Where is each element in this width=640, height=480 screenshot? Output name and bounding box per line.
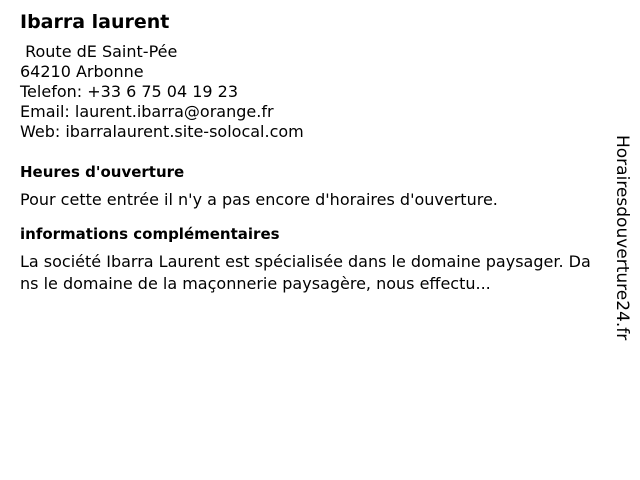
web-line: Web: ibarralaurent.site-solocal.com xyxy=(20,122,304,141)
additional-info-heading: informations complémentaires xyxy=(20,225,280,243)
opening-hours-heading: Heures d'ouverture xyxy=(20,163,185,181)
opening-hours-text: Pour cette entrée il n'y a pas encore d'horaires d'ouverture. xyxy=(20,190,498,209)
business-name: Ibarra laurent xyxy=(20,11,170,33)
email-line: Email: laurent.ibarra@orange.fr xyxy=(20,102,274,121)
site-watermark: Horairesdouverture24.fr xyxy=(612,135,632,341)
address-city: 64210 Arbonne xyxy=(20,62,144,81)
phone-line: Telefon: +33 6 75 04 19 23 xyxy=(20,82,239,101)
address-street: Route dE Saint-Pée xyxy=(20,42,178,61)
contact-block xyxy=(20,42,592,142)
additional-info-text: La société Ibarra Laurent est spécialisée dans le domaine paysager. Dans le domaine de la maçonnerie paysagère, nous effectu... xyxy=(20,252,591,293)
business-card xyxy=(20,10,592,295)
